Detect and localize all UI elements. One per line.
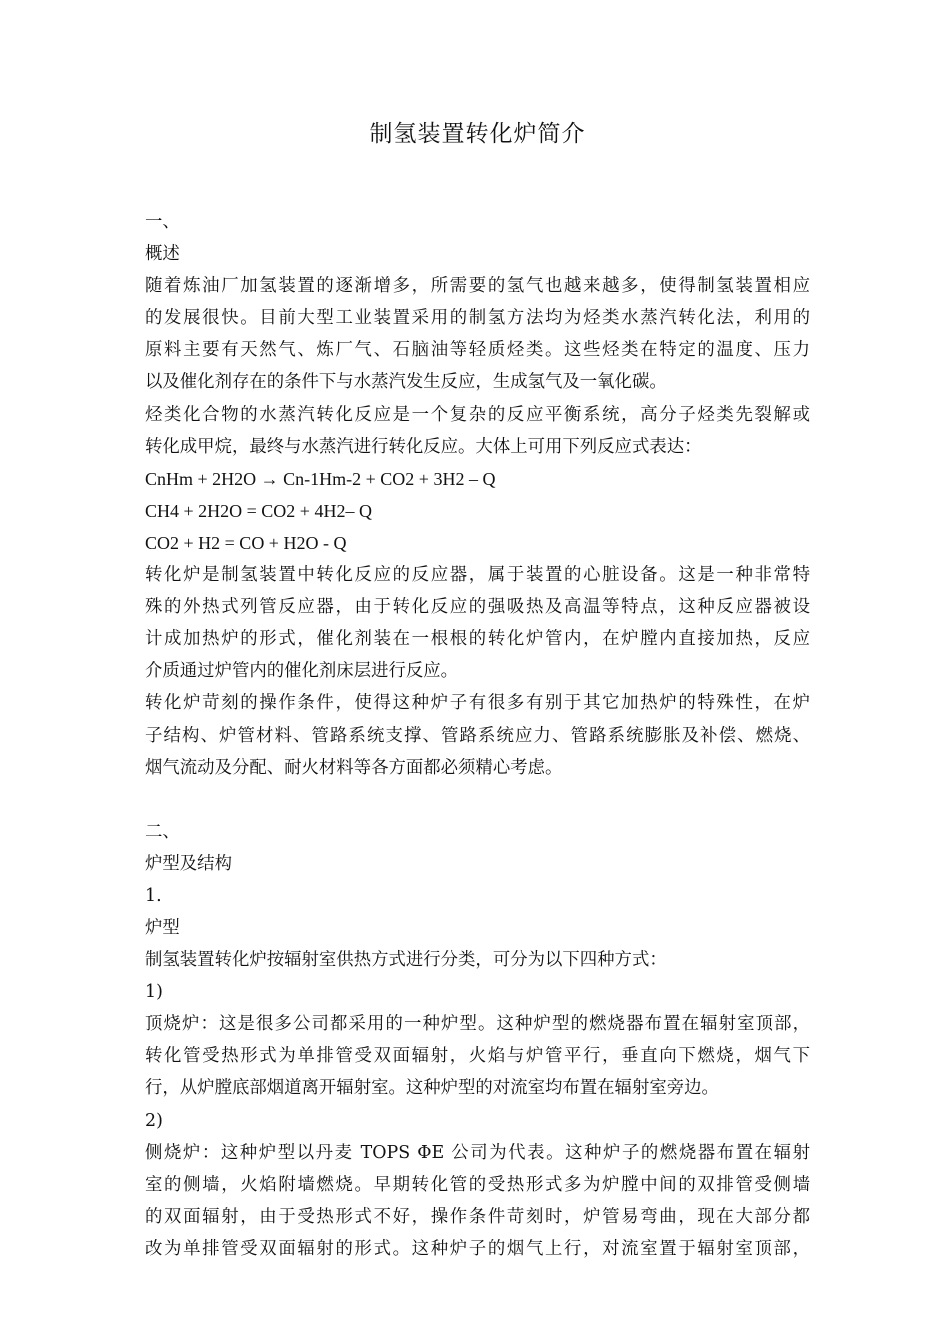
- paragraph-line: 介质通过炉管内的催化剂床层进行反应。: [145, 661, 459, 682]
- paragraph-line: 转化炉是制氢装置中转化反应的反应器，属于装置的心脏设备。这是一种非常特: [145, 565, 810, 586]
- paragraph-line: 烃类化合物的水蒸汽转化反应是一个复杂的反应平衡系统，高分子烃类先裂解或: [145, 404, 810, 425]
- paragraph-line: 制氢装置转化炉按辐射室供热方式进行分类，可分为以下四种方式：: [145, 950, 667, 971]
- paragraph-line: 转化炉苛刻的操作条件，使得这种炉子有很多有别于其它加热炉的特殊性，在炉: [145, 693, 810, 714]
- list-item-number: 1): [145, 982, 163, 1003]
- list-item-number: 2): [145, 1110, 163, 1131]
- paragraph-line: 烟气流动及分配、耐火材料等各方面都必须精心考虑。: [145, 757, 563, 778]
- reaction-formula: CnHm + 2H2O → Cn-1Hm-2 + CO2 + 3H2 – Q: [145, 468, 496, 489]
- paragraph-line: 转化管受热形式为单排管受双面辐射，火焰与炉管平行，垂直向下燃烧，烟气下: [145, 1046, 810, 1067]
- paragraph-line: 的双面辐射，由于受热形式不好，操作条件苛刻时，炉管易弯曲，现在大部分都: [145, 1206, 810, 1227]
- paragraph-line: 殊的外热式列管反应器，由于转化反应的强吸热及高温等特点，这种反应器被设: [145, 597, 810, 618]
- reaction-formula: CH4 + 2H2O = CO2 + 4H2– Q: [145, 500, 372, 521]
- subsection-heading: 炉型: [145, 917, 180, 938]
- section-heading: 炉型及结构: [145, 853, 232, 874]
- paragraph-line: 计成加热炉的形式，催化剂装在一根根的转化炉管内，在炉膛内直接加热，反应: [145, 629, 810, 650]
- section-heading: 概述: [145, 244, 180, 265]
- section-number: 一、: [145, 212, 180, 232]
- paragraph-line: 的发展很快。目前大型工业装置采用的制氢方法均为烃类水蒸汽转化法，利用的: [145, 308, 810, 329]
- paragraph-line: 改为单排管受双面辐射的形式。这种炉子的烟气上行，对流室置于辐射室顶部，: [145, 1238, 810, 1259]
- paragraph-line: 室的侧墙，火焰附墙燃烧。早期转化管的受热形式多为炉膛中间的双排管受侧墙: [145, 1174, 810, 1195]
- paragraph-line: 行，从炉膛底部烟道离开辐射室。这种炉型的对流室均布置在辐射室旁边。: [145, 1078, 719, 1099]
- paragraph-line: 随着炼油厂加氢装置的逐渐增多，所需要的氢气也越来越多，使得制氢装置相应: [145, 276, 810, 297]
- paragraph-line: 子结构、炉管材料、管路系统支撑、管路系统应力、管路系统膨胀及补偿、燃烧、: [145, 725, 810, 746]
- paragraph-line: 转化成甲烷，最终与水蒸汽进行转化反应。大体上可用下列反应式表达：: [145, 436, 702, 457]
- paragraph-line: 原料主要有天然气、炼厂气、石脑油等轻质烃类。这些烃类在特定的温度、压力: [145, 340, 810, 361]
- section-gap: [145, 784, 810, 816]
- subsection-number: 1.: [145, 885, 162, 906]
- paragraph-line: 侧烧炉：这种炉型以丹麦 TOPS ΦE 公司为代表。这种炉子的燃烧器布置在辐射: [145, 1142, 810, 1163]
- page-title: 制氢装置转化炉简介: [369, 121, 586, 147]
- reaction-formula: CO2 + H2 = CO + H2O - Q: [145, 532, 347, 553]
- paragraph-line: 以及催化剂存在的条件下与水蒸汽发生反应，生成氢气及一氧化碳。: [145, 372, 667, 393]
- paragraph-line: 顶烧炉：这是很多公司都采用的一种炉型。这种炉型的燃烧器布置在辐射室顶部，: [145, 1014, 810, 1035]
- section-number: 二、: [145, 821, 180, 842]
